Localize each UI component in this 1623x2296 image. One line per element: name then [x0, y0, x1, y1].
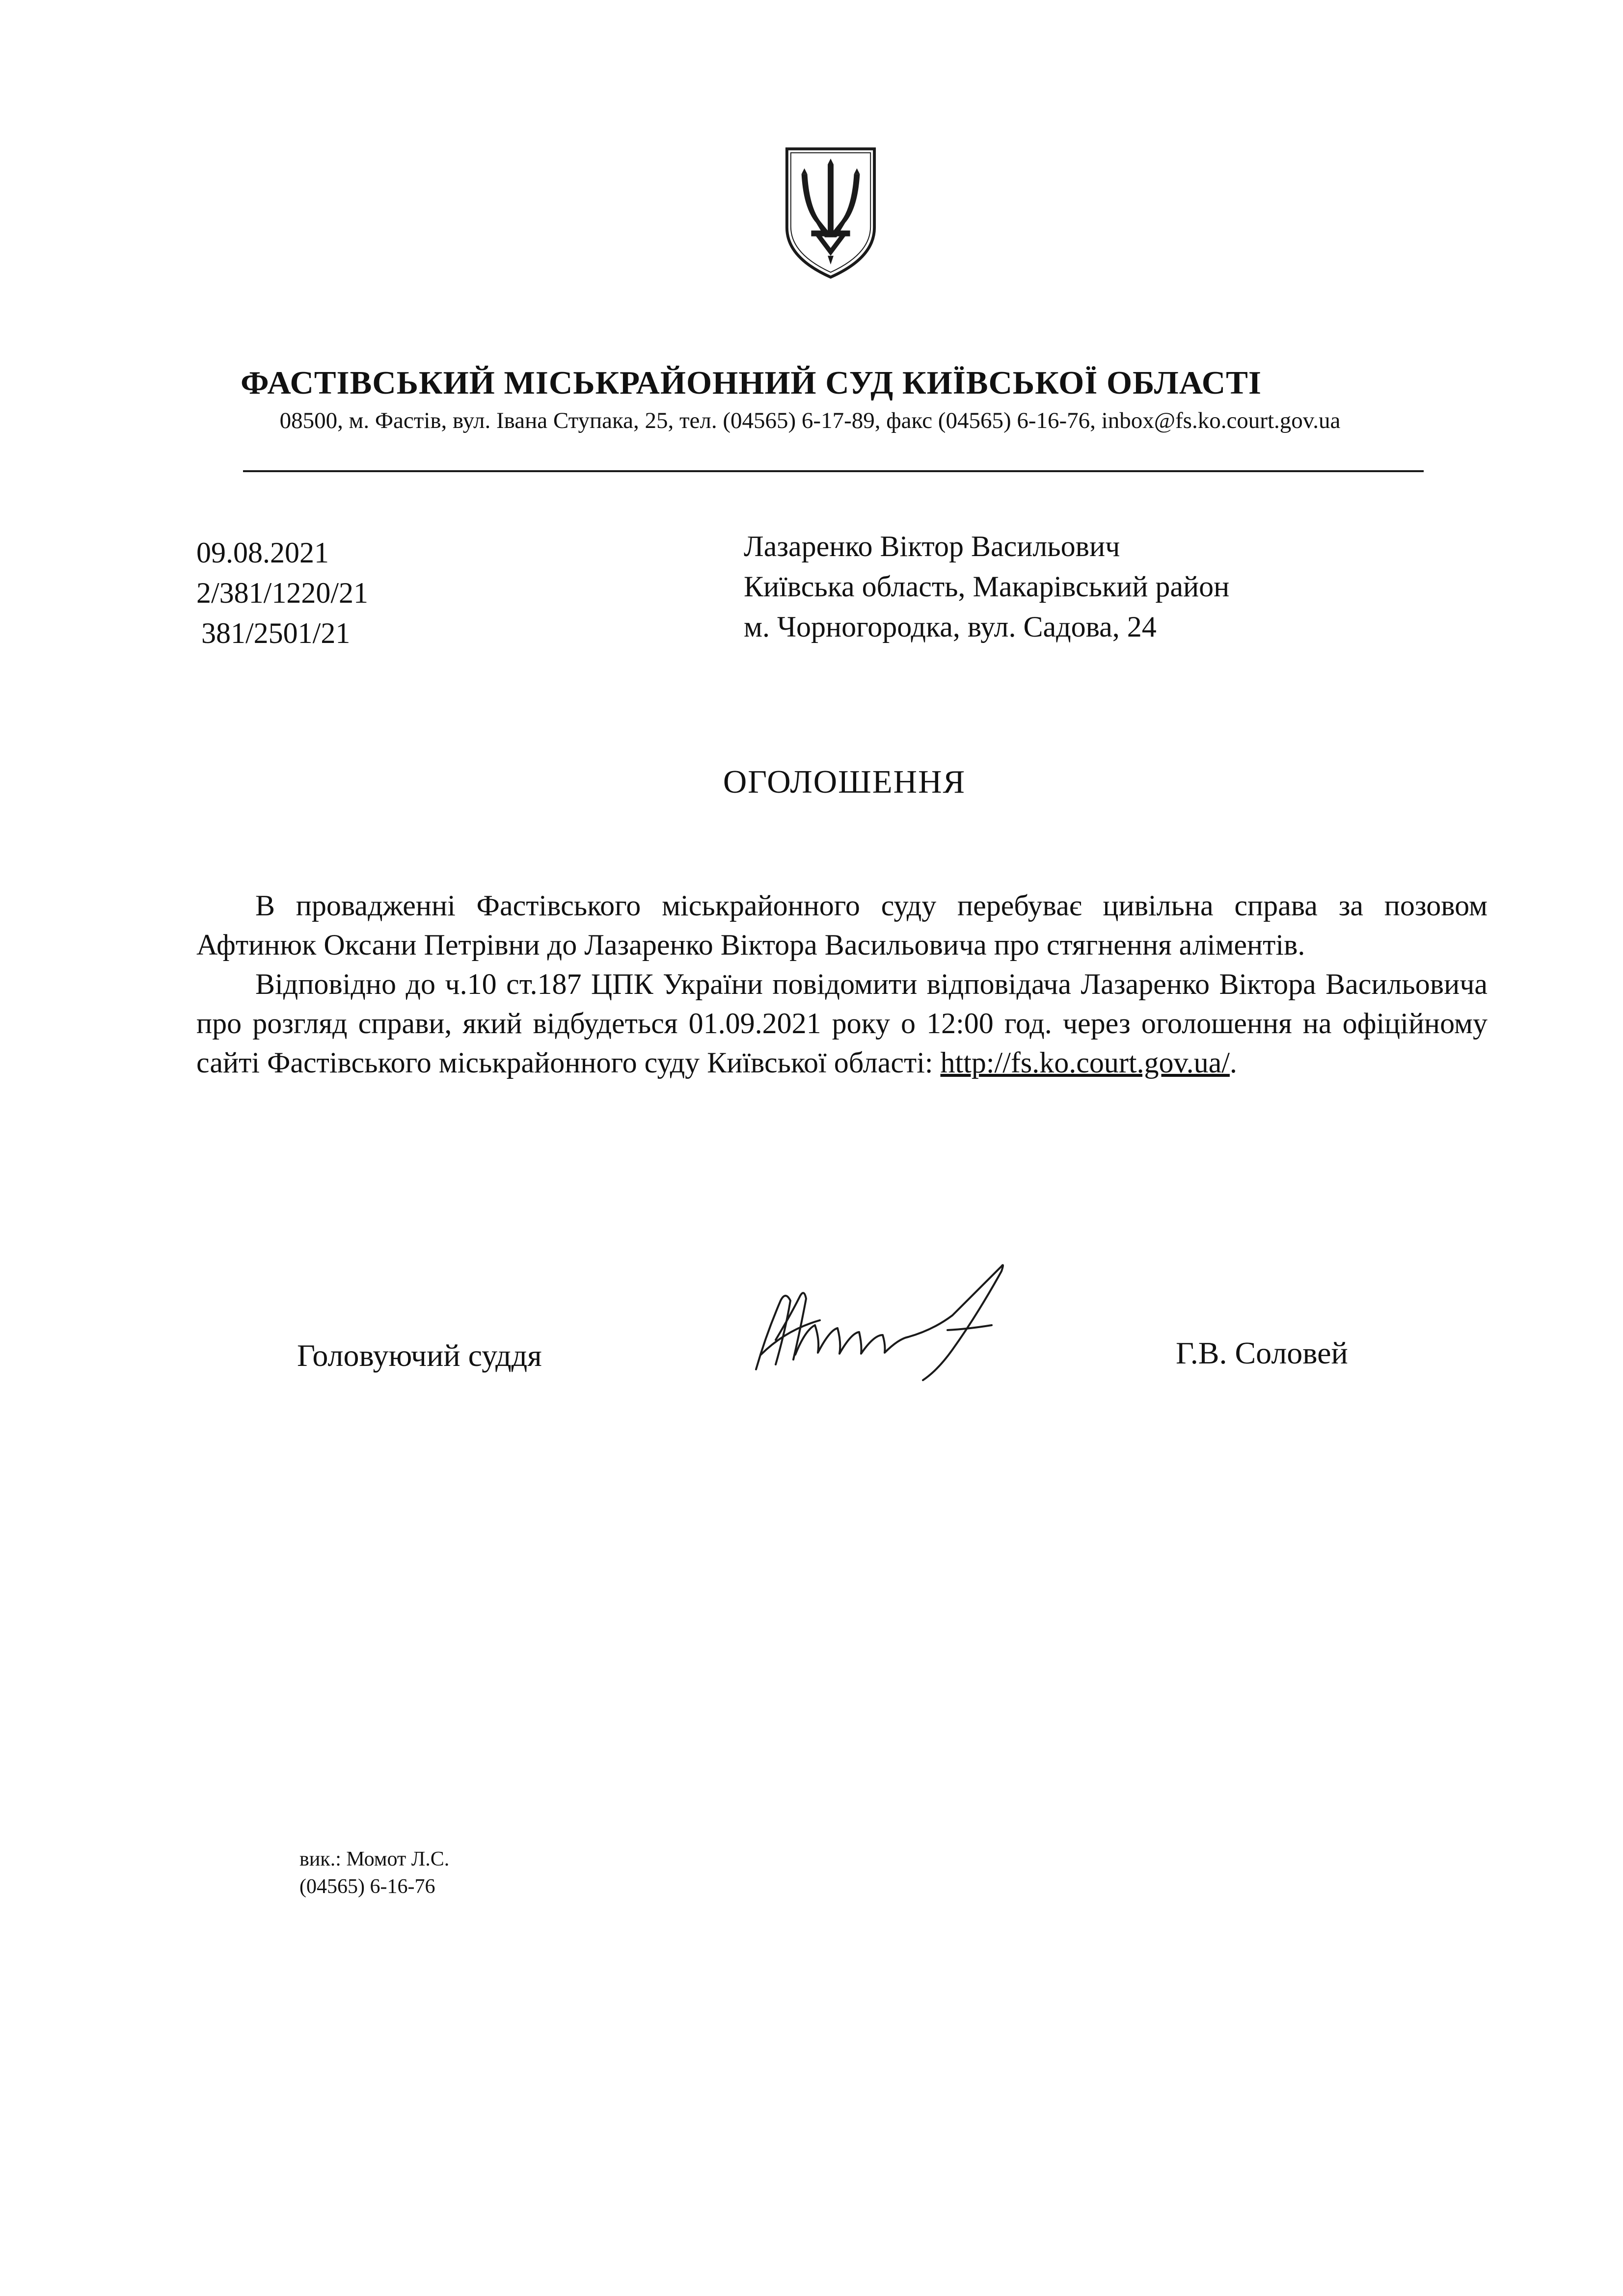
signature-row: [0, 1256, 1623, 1384]
outgoing-number: 2/381/1220/21: [196, 577, 369, 609]
signer-name: Г.В. Соловей: [1176, 1335, 1348, 1370]
body-paragraph-text: Відповідно до ч.10 ст.187 ЦПК України повідомити відповідача Лазаренко Віктора Васильовича про розгляд справи, який відбудеться 01.09.2021 року о 12:00 год. через оголошення на офіційному сайті Фастівського міськрайонного суду Київської області:: [196, 968, 1488, 1079]
executor-phone: (04565) 6-16-76: [299, 1875, 435, 1898]
body-paragraph: [196, 964, 1488, 1082]
document-title: ОГОЛОШЕННЯ: [723, 764, 966, 800]
court-address: 08500, м. Фастів, вул. Івана Ступака, 25, тел. (04565) 6-17-89, факс (04565) 6-16-76, inbox@fs.ko.court.gov.ua: [279, 408, 1341, 433]
court-website-link[interactable]: http://fs.ko.court.gov.ua/: [940, 1046, 1230, 1079]
executor-name: вик.: Момот Л.С.: [299, 1848, 450, 1870]
addressee-block: [744, 526, 1229, 647]
ukraine-trident-emblem-icon: [782, 145, 879, 281]
court-name: ФАСТІВСЬКИЙ МІСЬКРАЙОННИЙ СУД КИЇВСЬКОЇ ОБЛАСТІ: [241, 365, 1262, 401]
document-meta: [196, 533, 368, 653]
body-paragraph: В провадженні Фастівського міськрайонного суду перебуває цивільна справа за позовом Афтинюк Оксани Петрівни до Лазаренко Віктора Васильовича про стягнення аліментів.: [196, 889, 1488, 961]
document-body: [196, 886, 1488, 1082]
executor-block: [299, 1845, 449, 1900]
signer-role: Головуючий суддя: [297, 1338, 542, 1373]
case-number: 381/2501/21: [201, 617, 351, 649]
addressee-region: Київська область, Макарівський район: [744, 570, 1230, 603]
addressee-address: м. Чорногородка, вул. Садова, 24: [744, 611, 1157, 643]
header-divider: [243, 470, 1424, 472]
document-date: 09.08.2021: [196, 536, 329, 569]
handwritten-signature: [746, 1256, 1041, 1384]
addressee-name: Лазаренко Віктор Васильович: [744, 530, 1120, 562]
link-suffix: .: [1229, 1046, 1237, 1079]
